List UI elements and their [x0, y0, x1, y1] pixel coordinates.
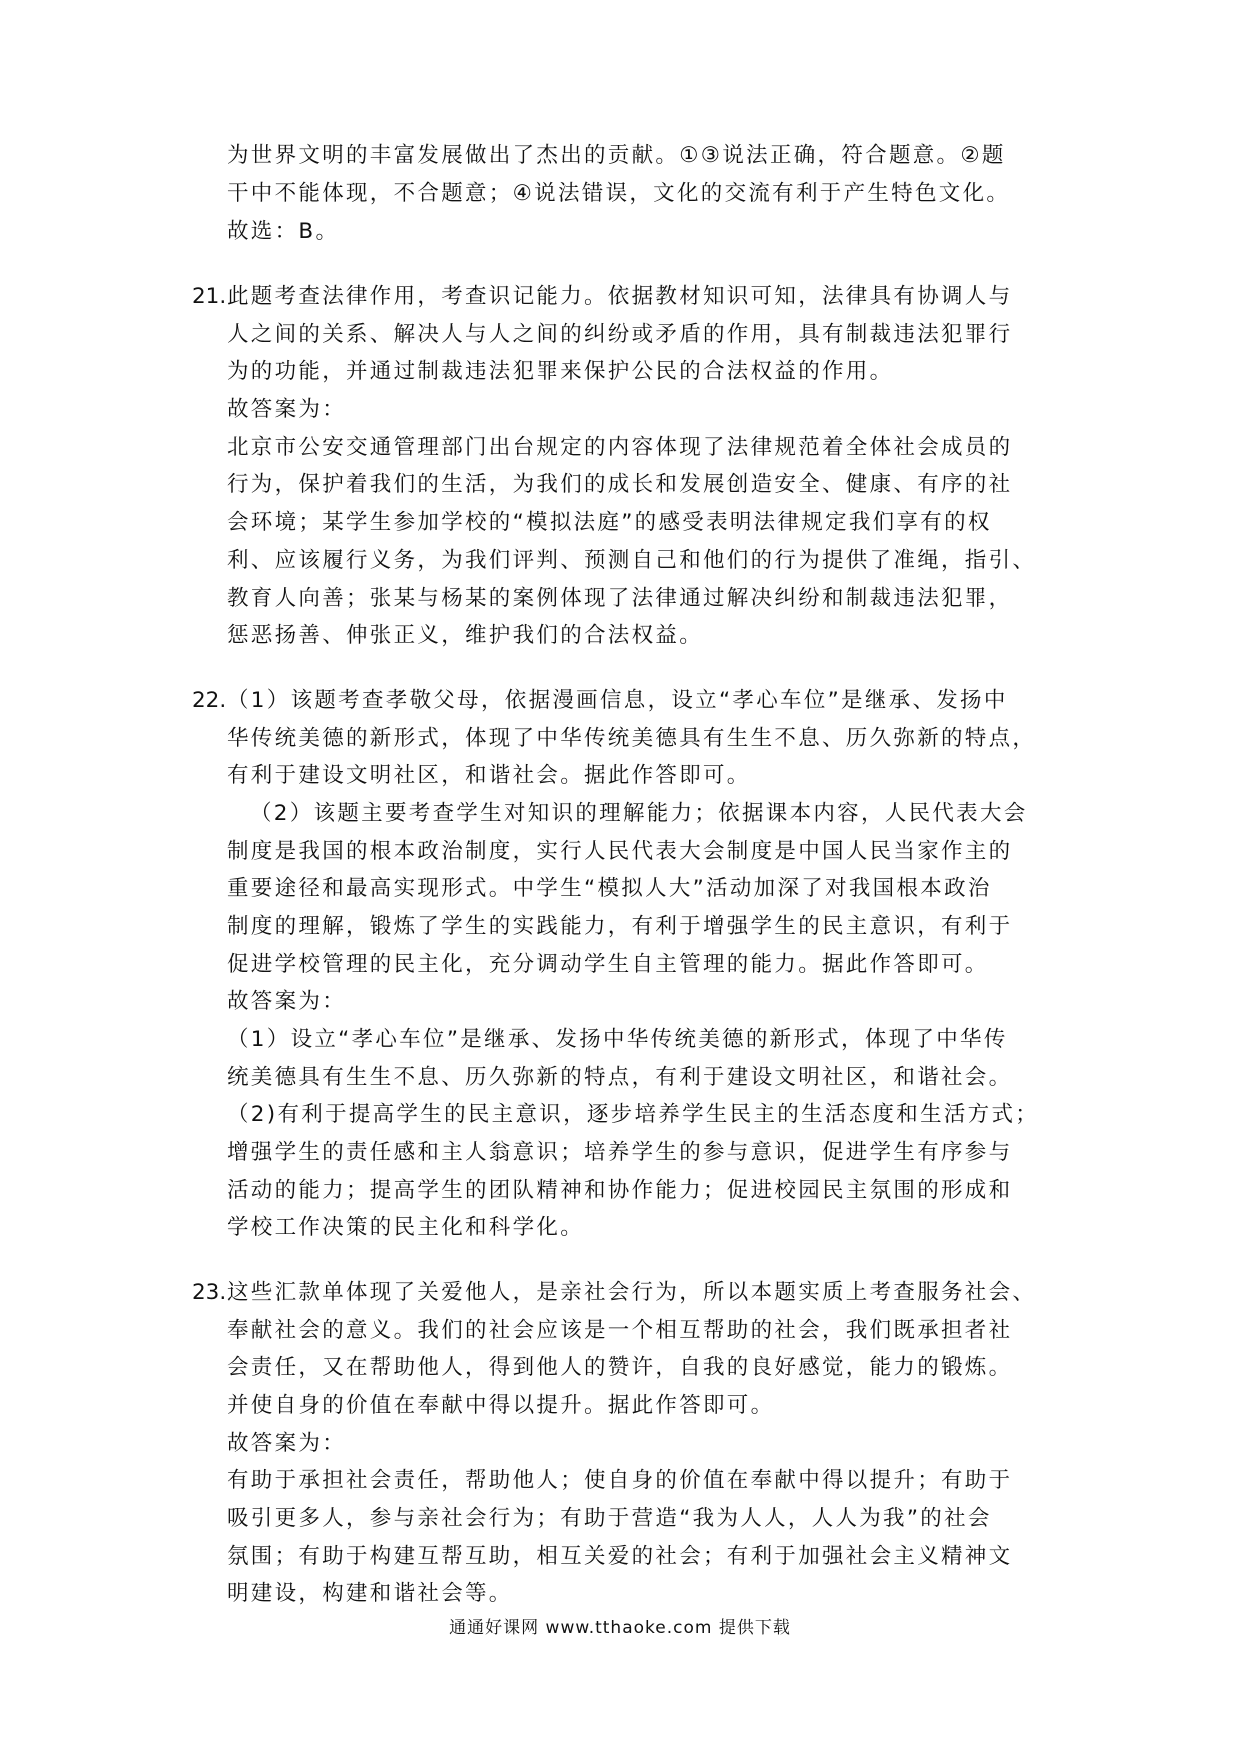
q23-line: 吸引更多人，参与亲社会行为；有助于营造“我为人人，人人为我”的社会	[227, 1506, 992, 1531]
q21-line: 北京市公安交通管理部门出台规定的内容体现了法律规范着全体社会成员的	[227, 435, 1013, 460]
q22-line: 重要途径和最高实现形式。中学生“模拟人大”活动加深了对我国根本政治	[227, 876, 992, 901]
question-number-23: 23.	[192, 1280, 227, 1305]
q22-line: 制度的理解，锻炼了学生的实践能力，有利于增强学生的民主意识，有利于	[227, 914, 1013, 939]
q23-line: 奉献社会的意义。我们的社会应该是一个相互帮助的社会，我们既承担者社	[227, 1318, 1013, 1343]
q21-answer-heading: 故答案为：	[227, 397, 347, 422]
page-footer: 通通好课网 www.tthaoke.com 提供下载	[449, 1618, 791, 1638]
q22-line: （2）该题主要考查学生对知识的理解能力；依据课本内容，人民代表大会	[250, 801, 1028, 826]
q23-line: 明建设，构建和谐社会等。	[227, 1581, 513, 1606]
q22-line: 增强学生的责任感和主人翁意识；培养学生的参与意识，促进学生有序参与	[227, 1140, 1013, 1165]
q21-line: 此题考查法律作用，考查识记能力。依据教材知识可知，法律具有协调人与	[227, 284, 1013, 309]
q22-line: （1）该题考查孝敬父母，依据漫画信息，设立“孝心车位”是继承、发扬中	[227, 688, 1008, 713]
q21-line: 为的功能，并通过制裁违法犯罪来保护公民的合法权益的作用。	[227, 359, 894, 384]
q21-line: 行为，保护着我们的生活，为我们的成长和发展创造安全、健康、有序的社	[227, 472, 1013, 497]
q23-line: 会责任，又在帮助他人，得到他人的赞许，自我的良好感觉，能力的锻炼。	[227, 1355, 1013, 1380]
q23-line: 并使自身的价值在奉献中得以提升。据此作答即可。	[227, 1393, 775, 1418]
q23-line: 氛围；有助于构建互帮互助，相互关爱的社会；有利于加强社会主义精神文	[227, 1544, 1013, 1569]
q22-line: 学校工作决策的民主化和科学化。	[227, 1215, 585, 1240]
question-number-22: 22.	[192, 688, 227, 713]
intro-line: 故选：B。	[227, 219, 340, 244]
intro-line: 为世界文明的丰富发展做出了杰出的贡献。①③说法正确，符合题意。②题	[227, 143, 1006, 168]
q22-line: （2)有利于提高学生的民主意识，逐步培养学生民主的生活态度和生活方式；	[227, 1102, 1040, 1127]
q23-answer-heading: 故答案为：	[227, 1431, 347, 1456]
q22-line: 华传统美德的新形式，体现了中华传统美德具有生生不息、历久弥新的特点，	[227, 726, 1037, 751]
q22-line: 有利于建设文明社区，和谐社会。据此作答即可。	[227, 763, 751, 788]
q22-line: 制度是我国的根本政治制度，实行人民代表大会制度是中国人民当家作主的	[227, 839, 1013, 864]
q21-line: 利、应该履行义务，为我们评判、预测自己和他们的行为提供了准绳，指引、	[227, 548, 1037, 573]
q22-line: 活动的能力；提高学生的团队精神和协作能力；促进校园民主氛围的形成和	[227, 1178, 1013, 1203]
q22-line: 促进学校管理的民主化，充分调动学生自主管理的能力。据此作答即可。	[227, 952, 989, 977]
q21-line: 人之间的关系、解决人与人之间的纠纷或矛盾的作用，具有制裁违法犯罪行	[227, 322, 1013, 347]
q22-line: 统美德具有生生不息、历久弥新的特点，有利于建设文明社区，和谐社会。	[227, 1065, 1013, 1090]
question-number-21: 21.	[192, 284, 227, 309]
q22-answer-heading: 故答案为：	[227, 989, 347, 1014]
intro-line: 干中不能体现，不合题意；④说法错误，文化的交流有利于产生特色文化。	[227, 181, 1011, 206]
q22-line: （1）设立“孝心车位”是继承、发扬中华传统美德的新形式，体现了中华传	[227, 1027, 1008, 1052]
q21-line: 惩恶扬善、伸张正义，维护我们的合法权益。	[227, 623, 704, 648]
q21-line: 教育人向善；张某与杨某的案例体现了法律通过解决纠纷和制裁违法犯罪，	[227, 586, 1013, 611]
q21-line: 会环境；某学生参加学校的“模拟法庭”的感受表明法律规定我们享有的权	[227, 510, 992, 535]
q23-line: 这些汇款单体现了关爱他人，是亲社会行为，所以本题实质上考查服务社会、	[227, 1280, 1037, 1305]
q23-line: 有助于承担社会责任，帮助他人；使自身的价值在奉献中得以提升；有助于	[227, 1468, 1013, 1493]
